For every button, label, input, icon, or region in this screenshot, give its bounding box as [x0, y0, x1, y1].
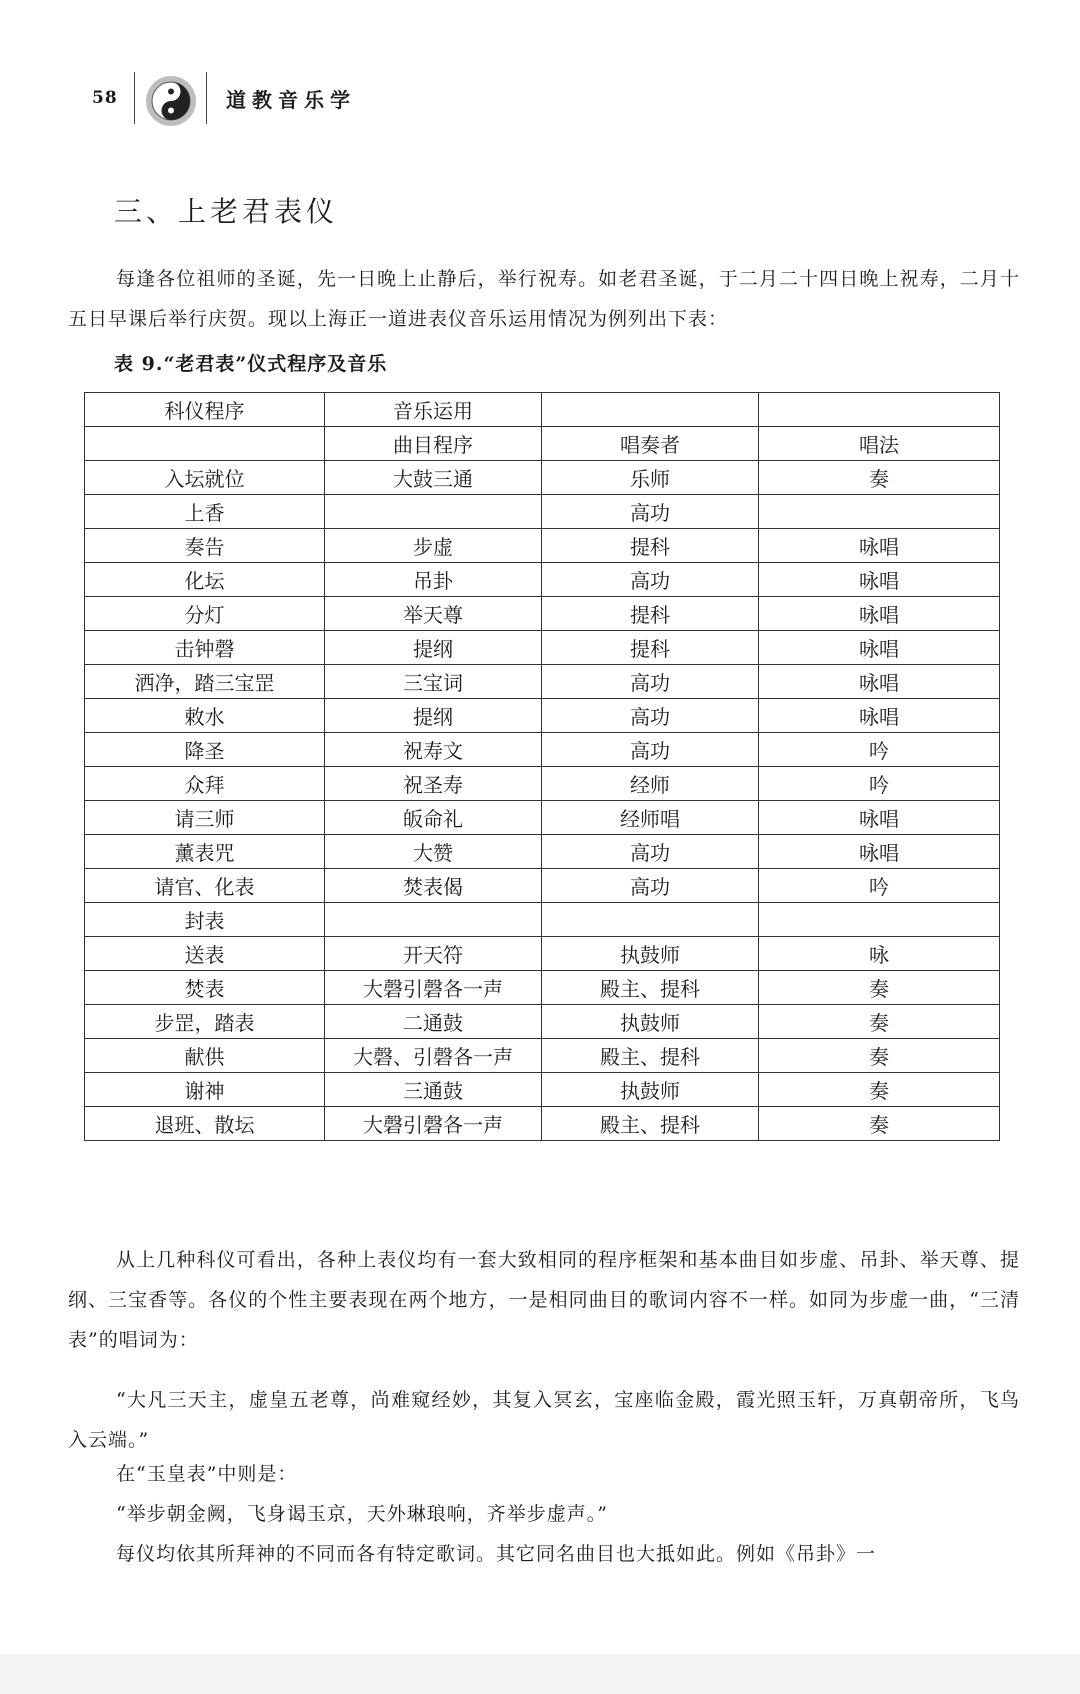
- table-cell: 大磬引磬各一声: [325, 1107, 542, 1141]
- table-cell: 经师唱: [542, 801, 759, 835]
- table-cell: 步罡，踏表: [85, 1005, 325, 1039]
- table-cell: [85, 427, 325, 461]
- table-cell: 吟: [759, 869, 1000, 903]
- table-row: [85, 971, 1000, 1005]
- table-cell: 奏: [759, 971, 1000, 1005]
- table-cell: 唱奏者: [542, 427, 759, 461]
- table-cell: 提科: [542, 631, 759, 665]
- table-cell: 咏唱: [759, 529, 1000, 563]
- table-cell: 化坛: [85, 563, 325, 597]
- table-cell: 二通鼓: [325, 1005, 542, 1039]
- table-cell: 执鼓师: [542, 937, 759, 971]
- table-cell: [542, 903, 759, 937]
- table-cell: 执鼓师: [542, 1073, 759, 1107]
- table-cell: 殿主、提科: [542, 1039, 759, 1073]
- header-divider-left: [134, 72, 135, 124]
- table-cell: 高功: [542, 835, 759, 869]
- table-row: [85, 699, 1000, 733]
- table-cell: [759, 495, 1000, 529]
- table-cell: 高功: [542, 699, 759, 733]
- table-cell: 敕水: [85, 699, 325, 733]
- table-cell: 奏: [759, 461, 1000, 495]
- table-cell: 奏告: [85, 529, 325, 563]
- table-cell: 咏唱: [759, 563, 1000, 597]
- paragraph-4: 每仪均依其所拜神的不同而各有特定歌词。其它同名曲目也大抵如此。例如《吊卦》一: [116, 1543, 877, 1565]
- page-header: [0, 70, 1080, 130]
- table-cell: 大磬、引磬各一声: [325, 1039, 542, 1073]
- table-row: [85, 801, 1000, 835]
- table-cell: 高功: [542, 563, 759, 597]
- header-divider-right: [206, 72, 207, 124]
- section-title: 三、上老君表仪: [114, 195, 339, 228]
- table-cell: 降圣: [85, 733, 325, 767]
- table-cell: 皈命礼: [325, 801, 542, 835]
- table-cell: 祝寿文: [325, 733, 542, 767]
- table-cell: 殿主、提科: [542, 971, 759, 1005]
- table-cell: 吟: [759, 733, 1000, 767]
- table-row: [85, 495, 1000, 529]
- table-row: [85, 461, 1000, 495]
- table-cell: 咏唱: [759, 801, 1000, 835]
- table-cell: 请三师: [85, 801, 325, 835]
- table-cell: 击钟磬: [85, 631, 325, 665]
- taiji-logo-icon: [144, 74, 198, 128]
- table-subheader-row: [85, 427, 1000, 461]
- table-cell: 提科: [542, 597, 759, 631]
- table-cell: 祝圣寿: [325, 767, 542, 801]
- table-header-row: [85, 393, 1000, 427]
- table-caption: 表 9.“老君表”仪式程序及音乐: [114, 353, 388, 375]
- table-cell: 上香: [85, 495, 325, 529]
- table-cell: 入坛就位: [85, 461, 325, 495]
- table-cell: 咏唱: [759, 631, 1000, 665]
- table-row: [85, 529, 1000, 563]
- table-cell: 执鼓师: [542, 1005, 759, 1039]
- page-bottom-band: [0, 1654, 1080, 1694]
- table-cell: 咏: [759, 937, 1000, 971]
- table-cell: 提纲: [325, 631, 542, 665]
- table-cell: 经师: [542, 767, 759, 801]
- page-number: 58: [92, 88, 118, 108]
- table-row: [85, 1107, 1000, 1141]
- table-row: [85, 835, 1000, 869]
- table-row: [85, 1039, 1000, 1073]
- table-row: [85, 563, 1000, 597]
- table-cell: 高功: [542, 869, 759, 903]
- table-cell: 奏: [759, 1107, 1000, 1141]
- table-cell: 送表: [85, 937, 325, 971]
- table-cell: [542, 393, 759, 427]
- table-row: [85, 631, 1000, 665]
- table-cell: 奏: [759, 1039, 1000, 1073]
- table-row: [85, 597, 1000, 631]
- table-cell: 提纲: [325, 699, 542, 733]
- quote-yuhuang: “举步朝金阙，飞身谒玉京，天外琳琅响，齐举步虚声。”: [116, 1503, 608, 1525]
- table-cell: 薰表咒: [85, 835, 325, 869]
- table-cell: 音乐运用: [325, 393, 542, 427]
- table-cell: 焚表偈: [325, 869, 542, 903]
- table-cell: 奏: [759, 1005, 1000, 1039]
- table-row: [85, 733, 1000, 767]
- table-cell: 大鼓三通: [325, 461, 542, 495]
- table-cell: 分灯: [85, 597, 325, 631]
- paragraph-2: 从上几种科仪可看出，各种上表仪均有一套大致相同的程序框架和基本曲目如步虚、吊卦、举天尊、提纲、三宝香等。各仪的个性主要表现在两个地方，一是相同曲目的歌词内容不一样。如同为步虚一曲，“三清表”的唱词为：: [68, 1249, 1020, 1351]
- ritual-music-table: [84, 392, 1000, 1141]
- table-cell: 高功: [542, 495, 759, 529]
- table-cell: 高功: [542, 665, 759, 699]
- table-cell: 乐师: [542, 461, 759, 495]
- table-cell: 请官、化表: [85, 869, 325, 903]
- table-row: [85, 665, 1000, 699]
- table-cell: 咏唱: [759, 835, 1000, 869]
- table-cell: 洒净，踏三宝罡: [85, 665, 325, 699]
- table-cell: 奏: [759, 1073, 1000, 1107]
- table-cell: [759, 903, 1000, 937]
- table-row: [85, 1073, 1000, 1107]
- intro-paragraph: 每逢各位祖师的圣诞，先一日晚上止静后，举行祝寿。如老君圣诞，于二月二十四日晚上祝寿，二月十五日早课后举行庆贺。现以上海正一道进表仪音乐运用情况为例列出下表：: [68, 268, 1020, 330]
- table-cell: 大磬引磬各一声: [325, 971, 542, 1005]
- table-cell: 众拜: [85, 767, 325, 801]
- table-cell: [325, 495, 542, 529]
- table-cell: 唱法: [759, 427, 1000, 461]
- table-cell: 咏唱: [759, 597, 1000, 631]
- table-cell: 咏唱: [759, 665, 1000, 699]
- table-row: [85, 767, 1000, 801]
- table-cell: 咏唱: [759, 699, 1000, 733]
- table-cell: 焚表: [85, 971, 325, 1005]
- book-title: 道教音乐学: [226, 88, 356, 112]
- table-row: [85, 937, 1000, 971]
- table-cell: [759, 393, 1000, 427]
- table-cell: 吊卦: [325, 563, 542, 597]
- table-cell: [325, 903, 542, 937]
- table-cell: 大赞: [325, 835, 542, 869]
- table-cell: 殿主、提科: [542, 1107, 759, 1141]
- table-cell: 吟: [759, 767, 1000, 801]
- table-cell: 退班、散坛: [85, 1107, 325, 1141]
- quote-sanqing: “大凡三天主，虚皇五老尊，尚难窥经妙，其复入冥玄，宝座临金殿，霞光照玉轩，万真朝帝所，飞鸟入云端。”: [68, 1389, 1020, 1451]
- table-cell: 提科: [542, 529, 759, 563]
- table-cell: 三宝词: [325, 665, 542, 699]
- table-row: [85, 1005, 1000, 1039]
- table-cell: 献供: [85, 1039, 325, 1073]
- table-cell: 步虚: [325, 529, 542, 563]
- table-cell: 谢神: [85, 1073, 325, 1107]
- table-row: [85, 903, 1000, 937]
- table-cell: 封表: [85, 903, 325, 937]
- table-cell: 曲目程序: [325, 427, 542, 461]
- table-cell: 三通鼓: [325, 1073, 542, 1107]
- table-cell: 高功: [542, 733, 759, 767]
- table-row: [85, 869, 1000, 903]
- paragraph-3: 在“玉皇表”中则是：: [116, 1463, 298, 1485]
- table-cell: 科仪程序: [85, 393, 325, 427]
- table-cell: 举天尊: [325, 597, 542, 631]
- table-cell: 开天符: [325, 937, 542, 971]
